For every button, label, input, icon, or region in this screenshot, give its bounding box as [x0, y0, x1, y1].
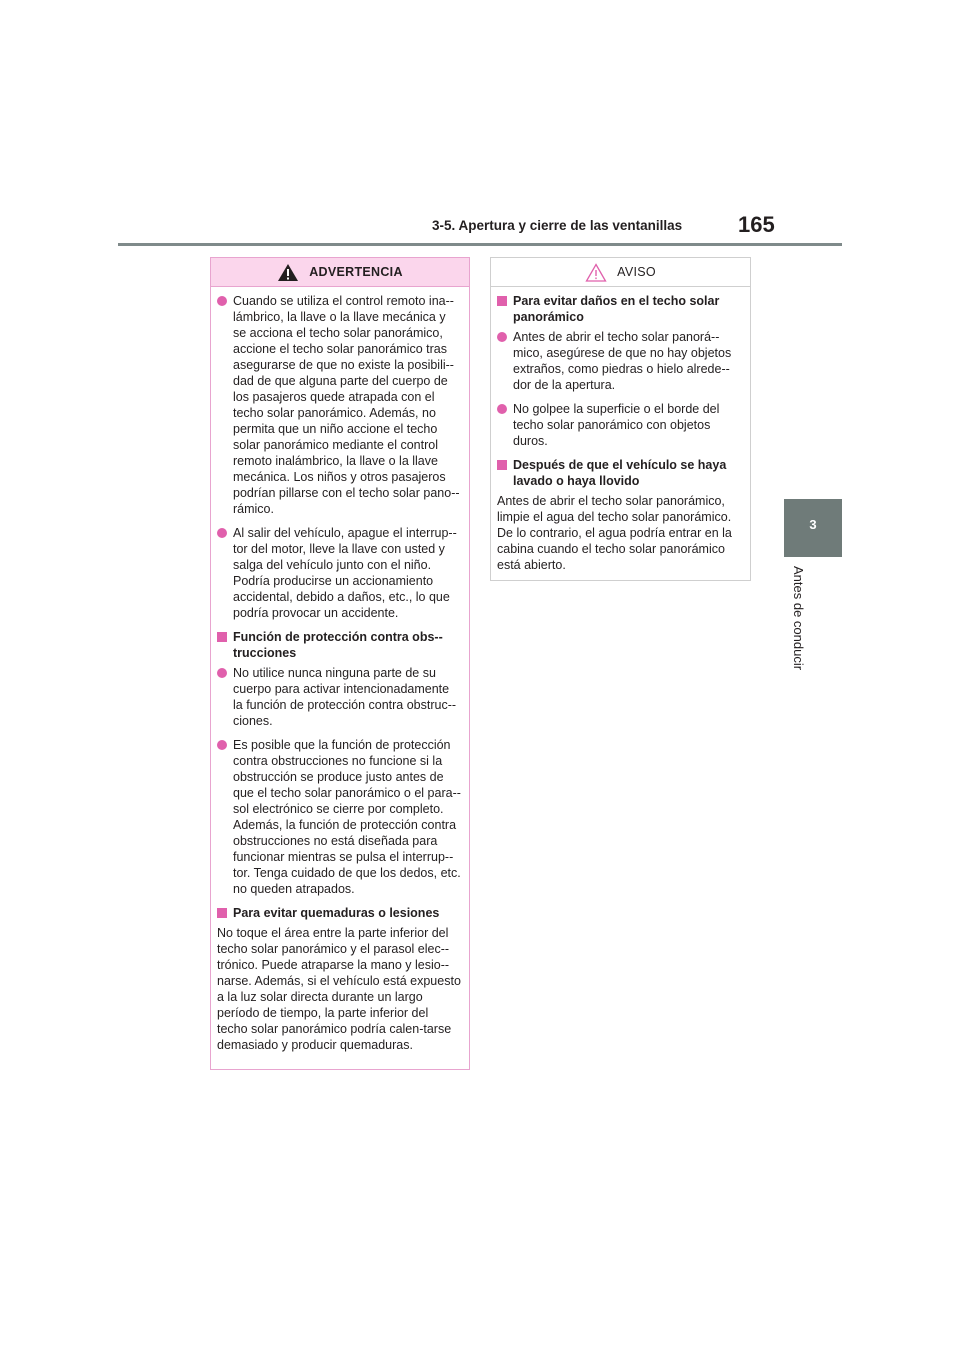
- round-bullet-icon: [217, 528, 227, 538]
- subsection-heading: [217, 905, 461, 921]
- warning-title: ADVERTENCIA: [309, 265, 403, 279]
- heading-text: Para evitar daños en el techo solar panorámico: [513, 294, 720, 324]
- round-bullet-icon: [217, 668, 227, 678]
- paragraph-text: No toque el área entre la parte inferior del techo solar panorámico y el parasol elec-trónico. Puede atraparse la mano y lesio-narse. Además, si el vehículo está expuesto a la luz solar directa durante un largo período de tiempo, la parte inferior del techo solar panorámico podría calen-tarse demasiado y producir quemaduras.: [217, 926, 461, 1052]
- round-bullet-icon: [217, 296, 227, 306]
- bullet-text: No utilice nunca ninguna parte de su cuerpo para activar intencionadamente la función de protección contra obstruc-ciones.: [233, 666, 457, 728]
- square-bullet-icon: [497, 460, 507, 470]
- round-bullet-icon: [497, 332, 507, 342]
- heading-text: Función de protección contra obs-trucciones: [233, 630, 443, 660]
- warning-box: [210, 257, 470, 1070]
- bullet-text: Es posible que la función de protección contra obstrucciones no funcione si la obstrucción se produce justo antes de que el techo solar panorámico o el para-sol electrónico se cierre por completo. Además, la función de protección contra obstrucciones no está diseñada para funcionar mientras se pulsa el interrup-tor. Tenga cuidado de que los dedos, etc. no queden atrapados.: [233, 738, 461, 896]
- bullet-text: Antes de abrir el techo solar panorá-mico, asegúrese de que no hay objetos extraños, como piedras o hielo alrede-dor de la apertura.: [513, 330, 732, 392]
- subsection-heading: [217, 629, 461, 661]
- notice-title: AVISO: [617, 265, 656, 279]
- bullet-item: [217, 293, 461, 517]
- notice-body: [491, 287, 750, 573]
- page-number: 165: [738, 212, 775, 237]
- warning-triangle-icon: [277, 263, 299, 282]
- heading-text: Después de que el vehículo se haya lavado o haya llovido: [513, 458, 727, 488]
- section-title: 3-5. Apertura y cierre de las ventanillas: [432, 218, 683, 233]
- chapter-number: 3: [809, 517, 817, 532]
- bullet-text: Al salir del vehículo, apague el interrup-tor del motor, lleve la llave con usted y salga del vehículo junto con el niño. Podría producirse un accionamiento accidental, debido a daños, etc., lo que podría provocar un accidente.: [233, 526, 457, 620]
- chapter-label: Antes de conducir: [791, 566, 806, 671]
- subsection-heading: [497, 457, 742, 489]
- subsection-heading: [497, 293, 742, 325]
- warning-body: [211, 287, 469, 1053]
- paragraph-text: Antes de abrir el techo solar panorámico, limpie el agua del techo solar panorámico. De lo contrario, el agua podría entrar en la cabina cuando el techo solar panorámico está abierto.: [497, 494, 732, 572]
- bullet-text: Cuando se utiliza el control remoto ina-lámbrico, la llave o la llave mecánica y se acciona el techo solar panorámico, accione el techo solar panorámico tras asegurarse de que no existe la posibili-dad de que alguna parte del cuerpo de los pasajeros quede atrapada con el techo solar panorámico. Además, no permita que un niño accione el techo solar panorámico mediante el control remoto inalámbrico, la llave o la llave mecánica. Los niños y otros pasajeros podrían pillarse con el techo solar pano-rámico.: [233, 294, 460, 516]
- square-bullet-icon: [217, 908, 227, 918]
- heading-text: Para evitar quemaduras o lesiones: [233, 906, 440, 920]
- caution-triangle-icon: [585, 263, 607, 282]
- header-divider: [118, 243, 842, 246]
- bullet-item: [217, 525, 461, 621]
- notice-box: [490, 257, 751, 581]
- bullet-item: [497, 401, 742, 449]
- chapter-tab: [784, 499, 842, 557]
- square-bullet-icon: [217, 632, 227, 642]
- round-bullet-icon: [497, 404, 507, 414]
- bullet-item: [497, 329, 742, 393]
- warning-header: [211, 258, 469, 287]
- round-bullet-icon: [217, 740, 227, 750]
- bullet-item: [217, 737, 461, 897]
- square-bullet-icon: [497, 296, 507, 306]
- notice-header: [491, 258, 750, 287]
- bullet-item: [217, 665, 461, 729]
- bullet-text: No golpee la superficie o el borde del techo solar panorámico con objetos duros.: [513, 402, 720, 448]
